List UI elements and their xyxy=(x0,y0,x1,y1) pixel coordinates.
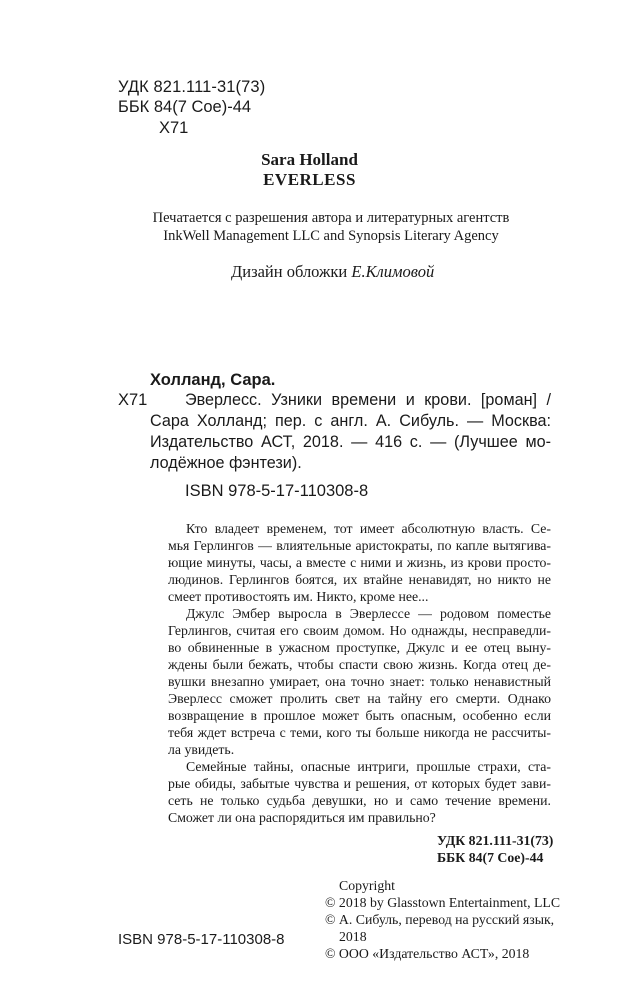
udk-code-top: УДК 821.111-31(73) xyxy=(118,78,266,96)
annotation-bbk: ББК 84(7 Сое)-44 xyxy=(437,850,544,865)
annotation-line: возвращение в прошлое может быть опасным, особенно если xyxy=(168,708,551,723)
cover-design-credit xyxy=(231,262,434,282)
catalog-author-mark: Х71 xyxy=(118,391,148,409)
annotation-line: Сможет ли она распорядиться им правильно? xyxy=(168,810,436,825)
annotation-line: ждены были бежать, чтобы спасти свою жизнь. Когда отец де- xyxy=(168,657,551,672)
catalog-author-heading: Холланд, Сара. xyxy=(150,371,276,389)
permission-line-2: InkWell Management LLC and Synopsis Literary Agency xyxy=(163,228,499,244)
copyright-line: Copyright xyxy=(339,878,395,893)
annotation-line: Кто владеет временем, тот имеет абсолютную власть. Се- xyxy=(186,521,551,536)
copyright-line: © А. Сибуль, перевод на русский язык, xyxy=(325,912,555,927)
annotation-line: сеть не только судьба девушки, но и само течение времени. xyxy=(168,793,551,808)
annotation-line: вушки внезапно умирает, она точно знает: только ненавистный xyxy=(168,674,551,689)
annotation-line: ла увидеть. xyxy=(168,742,235,757)
catalog-line: Сара Холланд; пер. с англ. А. Сибуль. — Москва: xyxy=(150,412,551,430)
annotation-line: людинов. Герлингов боятся, их втайне ненавидят, но никто не xyxy=(168,572,551,587)
copyright-line: © ООО «Издательство АСТ», 2018 xyxy=(325,946,530,961)
annotation-line: Джулс Эмбер выросла в Эверлессе — родовом поместье xyxy=(186,606,551,621)
catalog-line: Издательство АСТ, 2018. — 416 с. — (Лучшее мо- xyxy=(150,433,551,451)
annotation-line: мья Герлингов — влиятельные аристократы, по капле вытягива- xyxy=(168,538,551,553)
catalog-line: Эверлесс. Узники времени и крови. [роман] / xyxy=(185,391,551,409)
cover-design-label: Дизайн обложки xyxy=(231,262,352,281)
bottom-isbn: ISBN 978-5-17-110308-8 xyxy=(118,931,285,948)
annotation-line: рые обиды, забытые чувства и решения, от которых будет зави- xyxy=(168,776,551,791)
annotation-line: Герлингов, считая его своим домом. Но однажды, несправедли- xyxy=(168,623,551,638)
annotation-line: тебя ждет встреча с теми, кого ты больше никогда не рассчиты- xyxy=(168,725,551,740)
annotation-line: смеет противостоять им. Никто, кроме нее... xyxy=(168,589,429,604)
annotation-line: во обвиненные в ужасном проступке, Джулс и ее отец выну- xyxy=(168,640,551,655)
bbk-code-top: ББК 84(7 Сое)-44 xyxy=(118,98,252,116)
author-mark-top: Х71 xyxy=(159,119,189,137)
annotation-line: Семейные тайны, опасные интриги, прошлые страхи, ста- xyxy=(186,759,551,774)
copyright-line: © 2018 by Glasstown Entertainment, LLC xyxy=(325,895,561,910)
original-title: EVERLESS xyxy=(263,170,356,189)
copyright-line: 2018 xyxy=(339,929,367,944)
cover-designer-name: Е.Климовой xyxy=(351,262,435,281)
catalog-isbn: ISBN 978-5-17-110308-8 xyxy=(185,482,369,500)
annotation-line: ющие минуты, часы, а вместе с ними и жизнь, из крови просто- xyxy=(168,555,551,570)
annotation-line: Эверлесс сможет пролить свет на тайну его смерти. Однако xyxy=(168,691,551,706)
permission-line-1: Печатается с разрешения автора и литературных агентств xyxy=(152,210,510,226)
catalog-line: лодёжное фэнтези). xyxy=(150,454,302,472)
original-author: Sara Holland xyxy=(261,150,358,169)
annotation-udk: УДК 821.111-31(73) xyxy=(437,833,554,848)
